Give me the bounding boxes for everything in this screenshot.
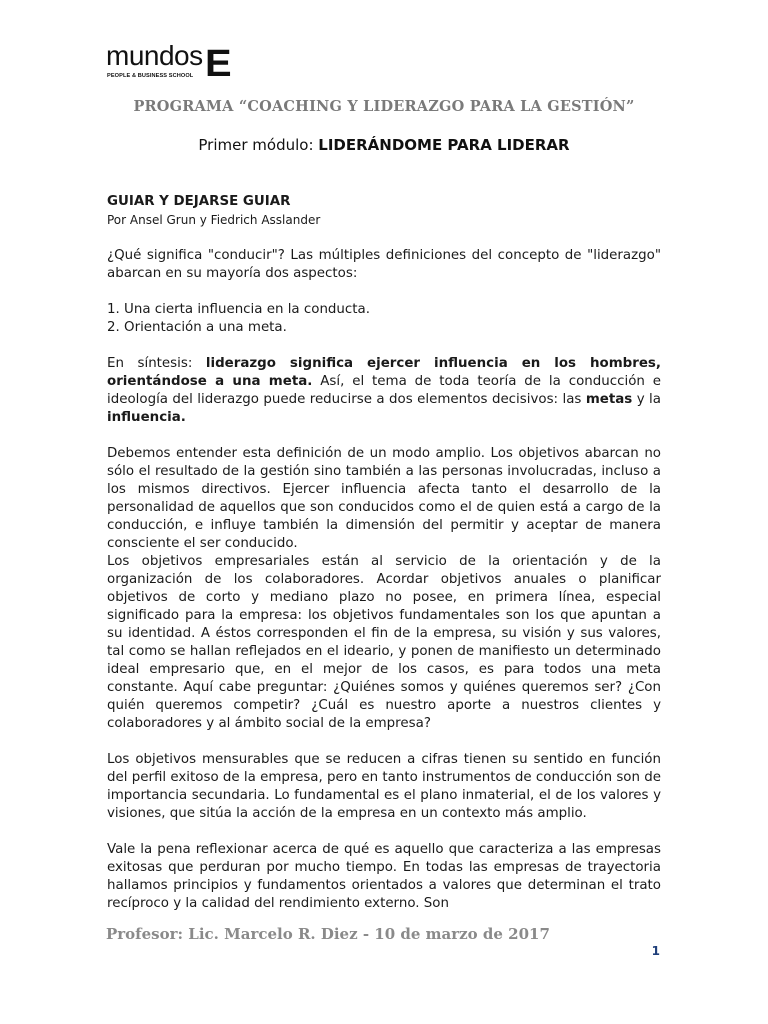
article-body: [107, 193, 661, 931]
synthesis-metas: metas: [585, 392, 633, 407]
module-line: [0, 136, 768, 154]
synthesis-lead: En síntesis:: [107, 356, 206, 371]
list-item-2: 2. Orientación a una meta.: [107, 320, 287, 335]
synthesis-influencia: influencia.: [107, 410, 186, 425]
synthesis-definition: liderazgo significa ejercer influencia en los hombres, orientándose a una meta.: [107, 356, 661, 389]
logo-wordmark: mundos: [106, 40, 203, 71]
program-title: PROGRAMA “COACHING Y LIDERAZGO PARA LA GESTIÓN”: [133, 98, 635, 115]
article-byline: Por Ansel Grun y Fiedrich Asslander: [107, 213, 321, 227]
logo-e-mark: E: [205, 43, 232, 85]
paragraph-synthesis: [107, 355, 661, 427]
synthesis-text: Así, el tema de toda teoría de la conducción e ideología del liderazgo puede reducirse a dos elementos decisivos: las: [107, 374, 661, 407]
mundose-logo: [106, 40, 232, 85]
article-title: GUIAR Y DEJARSE GUIAR: [107, 194, 291, 209]
paragraph-7: Vale la pena reflexionar acerca de qué es aquello que caracteriza a las empresas exitosas que perduran por mucho tiempo. En todas las empresas de trayectoria hallamos principios y fundamentos orientados a valores que determinan el trato recíproco y la calidad del rendimiento externo. Son: [107, 842, 661, 911]
module-prefix: Primer módulo:: [198, 136, 319, 154]
paragraph-1: ¿Qué significa "conducir"? Las múltiples definiciones del concepto de "liderazgo" abarcan en su mayoría dos aspectos:: [107, 248, 661, 281]
paragraph-4: Debemos entender esta definición de un modo amplio. Los objetivos abarcan no sólo el resultado de la gestión sino también a las personas involucradas, incluso a los mismos directivos. Ejercer influencia afecta tanto el desarrollo de la personalidad de aquellos que son conducidos como el de quien está a cargo de la conducción, e influye también la dimensión del permitir y aceptar de manera consciente el ser conducido.: [107, 446, 661, 551]
paragraph-6: Los objetivos mensurables que se reducen a cifras tienen su sentido en función del perfil exitoso de la empresa, pero en tanto instrumentos de conducción son de importancia secundaria. Lo fundamental es el plano inmaterial, el de los valores y visiones, que sitúa la acción de la empresa en un contexto más amplio.: [107, 752, 661, 821]
logo-tagline: PEOPLE & BUSINESS SCHOOL: [107, 73, 194, 79]
list-item-1: 1. Una cierta influencia en la conducta.: [107, 302, 370, 317]
module-name: LIDERÁNDOME PARA LIDERAR: [318, 136, 570, 154]
synthesis-connector: y la: [632, 392, 661, 407]
footer-professor: Profesor: Lic. Marcelo R. Diez - 10 de marzo de 2017: [106, 925, 550, 943]
paragraph-5: Los objetivos empresariales están al servicio de la orientación y de la organización de los colaboradores. Acordar objetivos anuales o planificar objetivos de corto y mediano plazo no posee, en primera línea, especial significado para la empresa: los objetivos fundamentales son los que apuntan a su identidad. A éstos corresponden el fin de la empresa, su visión y sus valores, tal como se hallan reflejados en el ideario, y ponen de manifiesto un determinado ideal empresario que, en el mejor de los casos, es para todos una meta constante. Aquí cabe preguntar: ¿Quiénes somos y quiénes queremos ser? ¿Con quién queremos competir? ¿Cuál es nuestro aporte a nuestros clientes y colaboradores y al ámbito social de la empresa?: [107, 554, 661, 731]
page-number: 1: [651, 944, 660, 958]
